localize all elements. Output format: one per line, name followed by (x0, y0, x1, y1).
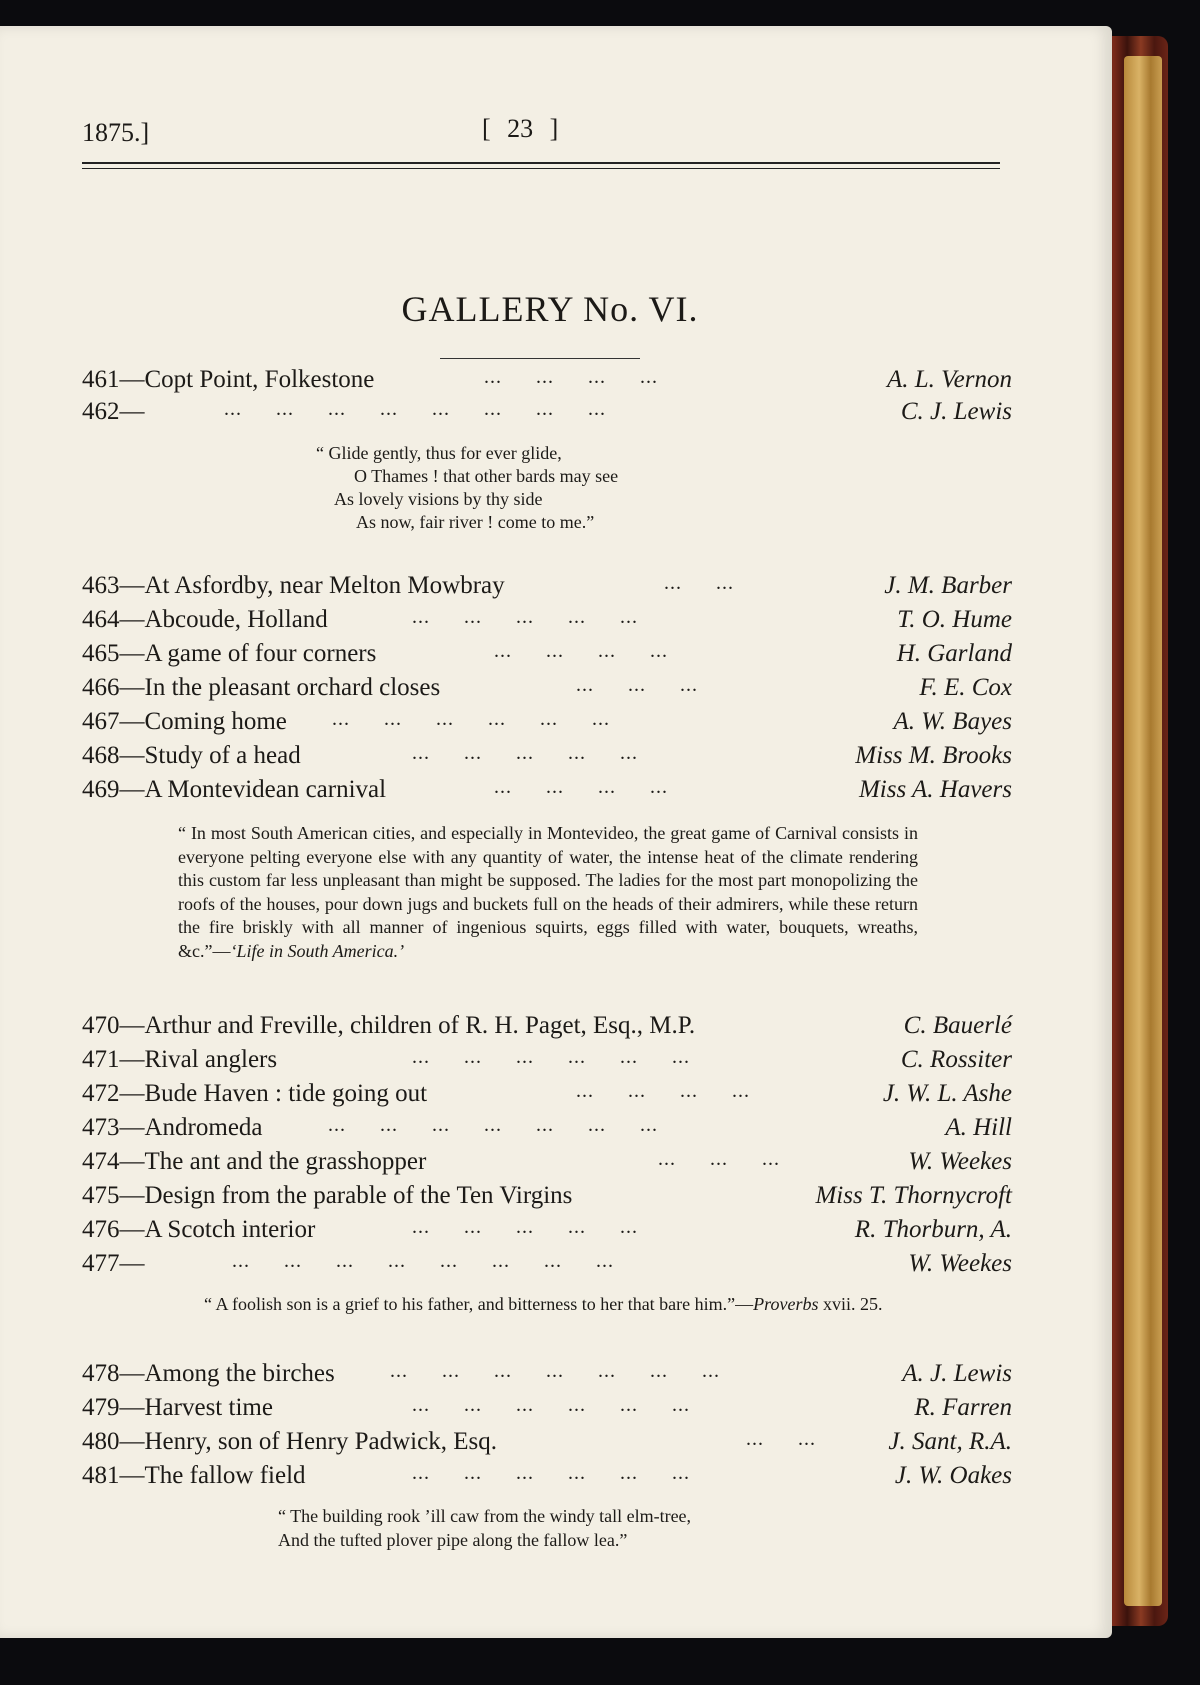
entry-leader-dots: ... ... ... ... (494, 776, 668, 798)
catalogue-entry (82, 1046, 1012, 1080)
poem-line: “ Glide gently, thus for ever glide, (316, 443, 562, 463)
entry-text: 464—Abcoude, Holland (82, 606, 328, 633)
entry-title: Harvest time (144, 1394, 273, 1421)
entry-title: Bude Haven : tide going out (144, 1080, 428, 1107)
entry-text: 469—A Montevidean carnival (82, 776, 387, 803)
catalogue-entry (82, 1216, 1012, 1250)
entry-leader-dots: ... ... ... ... (494, 640, 668, 662)
entry-artist: H. Garland (896, 640, 1012, 667)
entry-title: The ant and the grasshopper (144, 1148, 427, 1175)
catalogue-entry (82, 1394, 1012, 1428)
entry-artist: J. Sant, R.A. (888, 1428, 1012, 1455)
title-ornament-rule (440, 358, 640, 359)
entry-artist: Miss T. Thornycroft (815, 1182, 1012, 1209)
page-header (82, 114, 1000, 158)
entry-title: A Scotch interior (144, 1216, 316, 1243)
entry-number: 464 (82, 606, 120, 633)
entry-artist: A. J. Lewis (902, 1360, 1012, 1387)
entry-title: Abcoude, Holland (144, 606, 328, 633)
poem-line: And the tufted plover pipe along the fallow lea.” (278, 1530, 628, 1550)
entry-title: In the pleasant orchard closes (144, 674, 441, 701)
entry-text: 481—The fallow field (82, 1462, 306, 1489)
catalogue-entry (82, 708, 1012, 742)
poem-line: As now, fair river ! come to me.” (356, 512, 595, 532)
catalogue-entry (82, 1462, 1012, 1496)
entry-number: 481 (82, 1462, 120, 1489)
poem-line: “ The building rook ’ill caw from the windy tall elm-tree, (278, 1506, 692, 1526)
entry-artist: A. Hill (945, 1114, 1012, 1141)
catalogue-entry (82, 674, 1012, 708)
entry-leader-dots: ... ... ... ... ... ... ... (328, 1114, 658, 1136)
entry-number: 470 (82, 1012, 120, 1039)
entry-number: 479 (82, 1394, 120, 1421)
entry-text: 468—Study of a head (82, 742, 301, 769)
entry-artist: J. W. Oakes (894, 1462, 1012, 1489)
entry-title: Henry, son of Henry Padwick, Esq. (144, 1428, 497, 1455)
entry-text: 462— (82, 398, 145, 425)
entry-title: Coming home (144, 708, 287, 735)
entry-title: Arthur and Freville, children of R. H. Paget, Esq., M.P. (144, 1012, 696, 1039)
entry-artist: R. Thorburn, A. (854, 1216, 1012, 1243)
entry-title: Design from the parable of the Ten Virgins (144, 1182, 573, 1209)
quotation-source: ‘Life in South America.’ (230, 940, 405, 961)
entry-leader-dots: ... ... ... ... ... ... (412, 1462, 690, 1484)
entry-text: 478—Among the birches (82, 1360, 335, 1387)
entry-artist: A. W. Bayes (893, 708, 1012, 735)
entry-title: Copt Point, Folkestone (144, 366, 375, 393)
header-rule-thin (82, 168, 1000, 169)
entry-number: 471 (82, 1046, 120, 1073)
catalogue-entry (82, 640, 1012, 674)
catalogue-entry (82, 776, 1012, 810)
entry-leader-dots: ... ... ... (658, 1148, 780, 1170)
entry-number: 477 (82, 1250, 120, 1277)
catalogue-entry (82, 1182, 1012, 1216)
poem-line: O Thames ! that other bards may see (354, 466, 619, 486)
entry-text: 465—A game of four corners (82, 640, 377, 667)
entry-artist: Miss M. Brooks (855, 742, 1012, 769)
entry-title: At Asfordby, near Melton Mowbray (144, 572, 505, 599)
catalogue-entry (82, 606, 1012, 640)
entry-title: Among the birches (144, 1360, 335, 1387)
catalogue-entry (82, 572, 1012, 606)
entry-quotation (204, 1292, 924, 1316)
entry-artist: Miss A. Havers (858, 776, 1012, 803)
entry-text: 475—Design from the parable of the Ten Virgins (82, 1182, 573, 1209)
entry-leader-dots: ... ... ... ... ... (412, 742, 638, 764)
entry-leader-dots: ... ... ... ... (484, 366, 658, 388)
entry-leader-dots: ... ... ... ... ... ... (332, 708, 610, 730)
entry-number: 469 (82, 776, 120, 803)
catalogue-entry (82, 1114, 1012, 1148)
entry-number: 474 (82, 1148, 120, 1175)
entry-text: 463—At Asfordby, near Melton Mowbray (82, 572, 505, 599)
catalogue-entry (82, 1360, 1012, 1394)
entry-text: 466—In the pleasant orchard closes (82, 674, 441, 701)
entry-artist: R. Farren (914, 1394, 1012, 1421)
entry-number: 480 (82, 1428, 120, 1455)
quotation-text: “ A foolish son is a grief to his father, and bitterness to her that bare him.”— (204, 1294, 754, 1314)
entry-title: Rival anglers (144, 1046, 278, 1073)
entry-number: 468 (82, 742, 120, 769)
entry-quotation (178, 822, 918, 963)
catalogue-entry (82, 1148, 1012, 1182)
entry-leader-dots: ... ... ... ... ... ... ... ... (232, 1250, 614, 1272)
entry-number: 475 (82, 1182, 120, 1209)
header-rule-thick (82, 162, 1000, 164)
catalogue-entry (82, 1250, 1012, 1284)
entry-number: 465 (82, 640, 120, 667)
entry-text: 470—Arthur and Freville, children of R. H. Paget, Esq., M.P. (82, 1012, 696, 1039)
entry-artist: A. L. Vernon (887, 366, 1012, 393)
entry-title: A game of four corners (144, 640, 377, 667)
entry-artist: C. Bauerlé (903, 1012, 1012, 1039)
catalogue-page (0, 26, 1112, 1638)
entry-text: 476—A Scotch interior (82, 1216, 316, 1243)
entry-artist: C. Rossiter (900, 1046, 1012, 1073)
entry-leader-dots: ... ... ... ... ... ... ... (390, 1360, 720, 1382)
entry-number: 472 (82, 1080, 120, 1107)
entry-text: 461—Copt Point, Folkestone (82, 366, 375, 393)
entry-leader-dots: ... ... ... ... ... (412, 1216, 638, 1238)
catalogue-entry (82, 1080, 1012, 1114)
entry-leader-dots: ... ... ... ... ... (412, 606, 638, 628)
entry-number: 462 (82, 398, 120, 425)
entry-title: Study of a head (144, 742, 301, 769)
entry-leader-dots: ... ... ... ... ... ... ... ... (224, 398, 606, 420)
quotation-text: “ In most South American cities, and especially in Montevideo, the great game of Carnival consists in everyone pelting everyone else with any quantity of water, the intense heat of the climate rendering this custom far less unpleasant than might be supposed. The ladies for the most part monopolizing the roofs of the houses, pour down jugs and buckets full on the heads of their admirers, while these return the fire briskly with all manner of ingenious squirts, eggs filled with water, bouquets, wreaths, &c.”— (178, 823, 918, 961)
catalogue-entry (82, 1428, 1012, 1462)
entry-number: 478 (82, 1360, 120, 1387)
catalogue-entry (82, 1012, 1012, 1046)
entry-artist: W. Weekes (908, 1250, 1012, 1277)
entry-artist: J. W. L. Ashe (882, 1080, 1012, 1107)
catalogue-entry (82, 366, 1012, 400)
entry-number: 476 (82, 1216, 120, 1243)
entry-artist: J. M. Barber (884, 572, 1012, 599)
entry-title: The fallow field (144, 1462, 306, 1489)
entry-text: 479—Harvest time (82, 1394, 273, 1421)
entry-leader-dots: ... ... ... ... ... ... (412, 1046, 690, 1068)
entry-number: 466 (82, 674, 120, 701)
catalogue-entry (82, 398, 1012, 432)
entry-text: 477— (82, 1250, 145, 1277)
entry-text: 472—Bude Haven : tide going out (82, 1080, 428, 1107)
entry-leader-dots: ... ... (746, 1428, 816, 1450)
entry-text: 467—Coming home (82, 708, 287, 735)
entry-quotation (278, 1504, 691, 1552)
entry-artist: C. J. Lewis (900, 398, 1012, 425)
entry-title: Andromeda (144, 1114, 263, 1141)
entry-leader-dots: ... ... (664, 572, 734, 594)
gallery-title: GALLERY No. VI. (401, 289, 699, 329)
entry-text: 474—The ant and the grasshopper (82, 1148, 427, 1175)
entry-leader-dots: ... ... ... (576, 674, 698, 696)
entry-number: 473 (82, 1114, 120, 1141)
gilt-edge (1124, 56, 1162, 1606)
quotation-source: Proverbs (753, 1294, 819, 1314)
entry-artist: F. E. Cox (919, 674, 1012, 701)
quotation-reference: xvii. 25. (818, 1294, 883, 1314)
entry-leader-dots: ... ... ... ... (576, 1080, 750, 1102)
poem-line: As lovely visions by thy side (334, 489, 543, 509)
entry-text: 473—Andromeda (82, 1114, 263, 1141)
entry-number: 461 (82, 366, 120, 393)
header-year: 1875.] (82, 118, 150, 147)
entry-text: 480—Henry, son of Henry Padwick, Esq. (82, 1428, 497, 1455)
entry-number: 467 (82, 708, 120, 735)
entry-number: 463 (82, 572, 120, 599)
page-number: [ 23 ] (482, 114, 559, 143)
entry-artist: W. Weekes (908, 1148, 1012, 1175)
entry-text: 471—Rival anglers (82, 1046, 278, 1073)
entry-title: A Montevidean carnival (144, 776, 387, 803)
entry-leader-dots: ... ... ... ... ... ... (412, 1394, 690, 1416)
entry-artist: T. O. Hume (897, 606, 1012, 633)
catalogue-entry (82, 742, 1012, 776)
